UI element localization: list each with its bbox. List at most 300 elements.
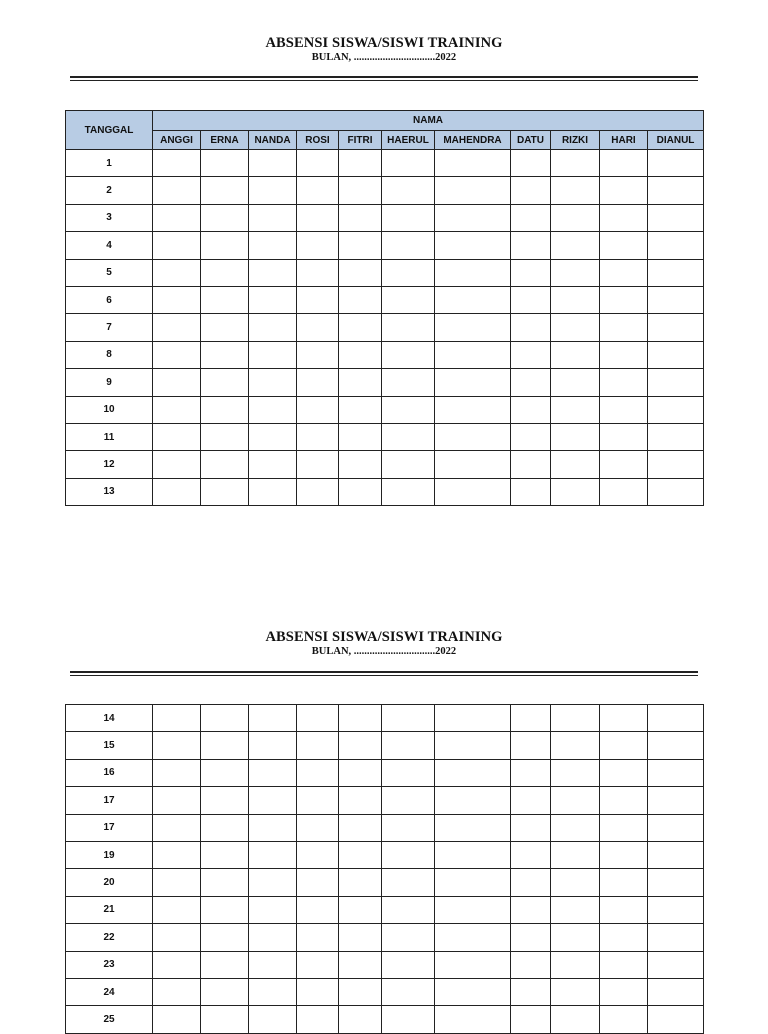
attendance-cell[interactable] [201, 869, 249, 896]
attendance-cell[interactable] [153, 924, 201, 951]
attendance-cell[interactable] [153, 869, 201, 896]
attendance-cell[interactable] [551, 814, 600, 841]
attendance-cell[interactable] [297, 1006, 339, 1033]
attendance-cell[interactable] [648, 841, 704, 868]
attendance-cell[interactable] [600, 924, 648, 951]
attendance-cell[interactable] [648, 1006, 704, 1033]
attendance-cell[interactable] [600, 232, 648, 259]
attendance-cell[interactable] [511, 1006, 551, 1033]
date-cell: 4 [66, 232, 153, 259]
attendance-cell[interactable] [551, 232, 600, 259]
attendance-cell[interactable] [249, 314, 297, 341]
name-header-fitri: FITRI [339, 131, 382, 150]
attendance-cell[interactable] [435, 814, 511, 841]
attendance-cell[interactable] [382, 478, 435, 505]
attendance-cell[interactable] [153, 396, 201, 423]
attendance-cell[interactable] [511, 369, 551, 396]
date-cell: 9 [66, 369, 153, 396]
attendance-cell[interactable] [600, 286, 648, 313]
attendance-cell[interactable] [297, 369, 339, 396]
attendance-cell[interactable] [339, 787, 382, 814]
title-divider [70, 76, 698, 81]
attendance-cell[interactable] [153, 759, 201, 786]
attendance-cell[interactable] [249, 396, 297, 423]
attendance-cell[interactable] [339, 286, 382, 313]
attendance-cell[interactable] [297, 232, 339, 259]
attendance-cell[interactable] [297, 759, 339, 786]
attendance-cell[interactable] [511, 841, 551, 868]
attendance-cell[interactable] [600, 841, 648, 868]
attendance-cell[interactable] [551, 369, 600, 396]
table-row [66, 732, 704, 759]
attendance-cell[interactable] [297, 841, 339, 868]
attendance-cell[interactable] [382, 814, 435, 841]
attendance-cell[interactable] [551, 1006, 600, 1033]
attendance-cell[interactable] [648, 369, 704, 396]
attendance-cell[interactable] [551, 150, 600, 177]
attendance-cell[interactable] [382, 232, 435, 259]
attendance-cell[interactable] [551, 423, 600, 450]
attendance-cell[interactable] [153, 314, 201, 341]
table-row [66, 177, 704, 204]
attendance-cell[interactable] [153, 787, 201, 814]
attendance-cell[interactable] [435, 841, 511, 868]
attendance-cell[interactable] [297, 314, 339, 341]
attendance-cell[interactable] [339, 369, 382, 396]
attendance-cell[interactable] [551, 314, 600, 341]
attendance-cell[interactable] [249, 204, 297, 231]
attendance-cell[interactable] [297, 732, 339, 759]
attendance-cell[interactable] [551, 286, 600, 313]
attendance-cell[interactable] [382, 705, 435, 732]
attendance-cell[interactable] [511, 204, 551, 231]
attendance-cell[interactable] [600, 814, 648, 841]
attendance-cell[interactable] [648, 204, 704, 231]
attendance-cell[interactable] [297, 924, 339, 951]
attendance-cell[interactable] [201, 478, 249, 505]
attendance-cell[interactable] [339, 896, 382, 923]
attendance-cell[interactable] [201, 1006, 249, 1033]
attendance-cell[interactable] [600, 259, 648, 286]
attendance-cell[interactable] [297, 177, 339, 204]
attendance-cell[interactable] [435, 759, 511, 786]
attendance-cell[interactable] [249, 814, 297, 841]
attendance-cell[interactable] [382, 369, 435, 396]
attendance-cell[interactable] [153, 259, 201, 286]
attendance-cell[interactable] [511, 423, 551, 450]
attendance-cell[interactable] [382, 396, 435, 423]
attendance-cell[interactable] [249, 896, 297, 923]
attendance-cell[interactable] [551, 204, 600, 231]
attendance-cell[interactable] [600, 341, 648, 368]
attendance-cell[interactable] [382, 951, 435, 978]
date-cell: 8 [66, 341, 153, 368]
name-header-mahendra: MAHENDRA [435, 131, 511, 150]
attendance-cell[interactable] [201, 286, 249, 313]
attendance-cell[interactable] [249, 732, 297, 759]
table-row [66, 896, 704, 923]
attendance-cell[interactable] [382, 451, 435, 478]
attendance-cell[interactable] [511, 451, 551, 478]
attendance-cell[interactable] [511, 286, 551, 313]
attendance-cell[interactable] [297, 396, 339, 423]
attendance-cell[interactable] [297, 259, 339, 286]
attendance-cell[interactable] [201, 759, 249, 786]
attendance-cell[interactable] [511, 177, 551, 204]
attendance-cell[interactable] [600, 150, 648, 177]
attendance-cell[interactable] [435, 924, 511, 951]
attendance-cell[interactable] [551, 259, 600, 286]
attendance-cell[interactable] [339, 759, 382, 786]
attendance-cell[interactable] [339, 314, 382, 341]
attendance-cell[interactable] [297, 814, 339, 841]
attendance-cell[interactable] [297, 951, 339, 978]
attendance-cell[interactable] [511, 259, 551, 286]
attendance-cell[interactable] [435, 951, 511, 978]
attendance-cell[interactable] [201, 232, 249, 259]
attendance-cell[interactable] [201, 204, 249, 231]
attendance-cell[interactable] [600, 896, 648, 923]
attendance-cell[interactable] [435, 150, 511, 177]
attendance-cell[interactable] [153, 732, 201, 759]
attendance-cell[interactable] [153, 232, 201, 259]
attendance-cell[interactable] [153, 814, 201, 841]
attendance-cell[interactable] [551, 951, 600, 978]
attendance-cell[interactable] [551, 705, 600, 732]
attendance-cell[interactable] [297, 423, 339, 450]
attendance-cell[interactable] [249, 705, 297, 732]
attendance-cell[interactable] [551, 787, 600, 814]
attendance-cell[interactable] [297, 787, 339, 814]
attendance-cell[interactable] [201, 732, 249, 759]
attendance-cell[interactable] [551, 451, 600, 478]
attendance-cell[interactable] [297, 341, 339, 368]
attendance-cell[interactable] [648, 232, 704, 259]
attendance-cell[interactable] [600, 732, 648, 759]
attendance-cell[interactable] [600, 396, 648, 423]
attendance-cell[interactable] [339, 814, 382, 841]
attendance-cell[interactable] [339, 259, 382, 286]
attendance-cell[interactable] [648, 759, 704, 786]
attendance-cell[interactable] [201, 978, 249, 1005]
attendance-cell[interactable] [551, 732, 600, 759]
attendance-cell[interactable] [153, 150, 201, 177]
attendance-cell[interactable] [201, 396, 249, 423]
attendance-cell[interactable] [600, 978, 648, 1005]
attendance-cell[interactable] [297, 896, 339, 923]
attendance-cell[interactable] [201, 787, 249, 814]
attendance-cell[interactable] [648, 451, 704, 478]
attendance-cell[interactable] [201, 314, 249, 341]
attendance-cell[interactable] [551, 896, 600, 923]
attendance-cell[interactable] [249, 259, 297, 286]
attendance-cell[interactable] [153, 369, 201, 396]
attendance-cell[interactable] [201, 451, 249, 478]
attendance-cell[interactable] [339, 177, 382, 204]
attendance-cell[interactable] [339, 841, 382, 868]
attendance-cell[interactable] [551, 478, 600, 505]
attendance-cell[interactable] [648, 341, 704, 368]
attendance-cell[interactable] [551, 841, 600, 868]
attendance-cell[interactable] [435, 978, 511, 1005]
attendance-cell[interactable] [600, 204, 648, 231]
attendance-cell[interactable] [339, 341, 382, 368]
attendance-cell[interactable] [382, 1006, 435, 1033]
attendance-cell[interactable] [648, 896, 704, 923]
attendance-cell[interactable] [297, 978, 339, 1005]
attendance-cell[interactable] [551, 978, 600, 1005]
attendance-cell[interactable] [600, 869, 648, 896]
attendance-cell[interactable] [600, 759, 648, 786]
attendance-cell[interactable] [382, 787, 435, 814]
attendance-cell[interactable] [153, 478, 201, 505]
attendance-cell[interactable] [511, 978, 551, 1005]
attendance-cell[interactable] [648, 869, 704, 896]
attendance-cell[interactable] [648, 951, 704, 978]
table-row [66, 787, 704, 814]
attendance-cell[interactable] [249, 341, 297, 368]
attendance-cell[interactable] [600, 951, 648, 978]
attendance-cell[interactable] [648, 396, 704, 423]
attendance-cell[interactable] [201, 841, 249, 868]
attendance-cell[interactable] [551, 396, 600, 423]
attendance-cell[interactable] [435, 896, 511, 923]
attendance-cell[interactable] [339, 423, 382, 450]
attendance-cell[interactable] [249, 978, 297, 1005]
attendance-cell[interactable] [339, 451, 382, 478]
attendance-cell[interactable] [435, 204, 511, 231]
attendance-cell[interactable] [249, 869, 297, 896]
attendance-cell[interactable] [382, 314, 435, 341]
attendance-cell[interactable] [511, 341, 551, 368]
attendance-cell[interactable] [153, 951, 201, 978]
attendance-cell[interactable] [511, 869, 551, 896]
attendance-cell[interactable] [201, 705, 249, 732]
attendance-cell[interactable] [435, 341, 511, 368]
attendance-cell[interactable] [435, 1006, 511, 1033]
attendance-cell[interactable] [511, 787, 551, 814]
name-header-hari: HARI [600, 131, 648, 150]
attendance-cell[interactable] [511, 705, 551, 732]
attendance-cell[interactable] [249, 232, 297, 259]
attendance-cell[interactable] [153, 705, 201, 732]
attendance-cell[interactable] [297, 150, 339, 177]
attendance-cell[interactable] [201, 951, 249, 978]
attendance-cell[interactable] [435, 314, 511, 341]
table-row [66, 204, 704, 231]
attendance-cell[interactable] [382, 732, 435, 759]
attendance-cell[interactable] [249, 451, 297, 478]
attendance-cell[interactable] [600, 787, 648, 814]
attendance-cell[interactable] [382, 841, 435, 868]
attendance-cell[interactable] [153, 451, 201, 478]
attendance-cell[interactable] [551, 177, 600, 204]
attendance-cell[interactable] [339, 978, 382, 1005]
attendance-cell[interactable] [435, 705, 511, 732]
attendance-cell[interactable] [249, 177, 297, 204]
attendance-cell[interactable] [382, 869, 435, 896]
attendance-cell[interactable] [648, 314, 704, 341]
attendance-cell[interactable] [511, 759, 551, 786]
attendance-cell[interactable] [201, 177, 249, 204]
attendance-cell[interactable] [339, 396, 382, 423]
attendance-cell[interactable] [435, 732, 511, 759]
attendance-cell[interactable] [511, 924, 551, 951]
attendance-cell[interactable] [249, 286, 297, 313]
attendance-cell[interactable] [551, 759, 600, 786]
attendance-cell[interactable] [201, 369, 249, 396]
attendance-cell[interactable] [382, 150, 435, 177]
attendance-cell[interactable] [249, 1006, 297, 1033]
date-cell: 16 [66, 759, 153, 786]
attendance-cell[interactable] [153, 423, 201, 450]
attendance-cell[interactable] [249, 150, 297, 177]
attendance-cell[interactable] [382, 177, 435, 204]
attendance-cell[interactable] [153, 978, 201, 1005]
attendance-cell[interactable] [382, 204, 435, 231]
attendance-cell[interactable] [511, 478, 551, 505]
attendance-cell[interactable] [339, 478, 382, 505]
attendance-cell[interactable] [297, 451, 339, 478]
attendance-cell[interactable] [435, 451, 511, 478]
attendance-cell[interactable] [382, 759, 435, 786]
attendance-cell[interactable] [249, 478, 297, 505]
attendance-cell[interactable] [153, 204, 201, 231]
month-subtitle: BULAN, ...............................2022 [311, 52, 457, 63]
attendance-cell[interactable] [382, 978, 435, 1005]
attendance-cell[interactable] [600, 314, 648, 341]
attendance-cell[interactable] [648, 705, 704, 732]
attendance-cell[interactable] [648, 423, 704, 450]
attendance-cell[interactable] [339, 204, 382, 231]
attendance-cell[interactable] [600, 369, 648, 396]
attendance-cell[interactable] [249, 423, 297, 450]
date-cell: 25 [66, 1006, 153, 1033]
attendance-cell[interactable] [153, 841, 201, 868]
attendance-cell[interactable] [201, 423, 249, 450]
attendance-cell[interactable] [201, 814, 249, 841]
attendance-cell[interactable] [648, 478, 704, 505]
attendance-cell[interactable] [435, 869, 511, 896]
attendance-cell[interactable] [551, 924, 600, 951]
attendance-cell[interactable] [435, 232, 511, 259]
attendance-cell[interactable] [382, 259, 435, 286]
attendance-cell[interactable] [297, 869, 339, 896]
attendance-cell[interactable] [249, 369, 297, 396]
attendance-cell[interactable] [249, 924, 297, 951]
document-title: ABSENSI SISWA/SISWI TRAINING [265, 629, 503, 645]
attendance-cell[interactable] [249, 951, 297, 978]
attendance-cell[interactable] [511, 232, 551, 259]
attendance-cell[interactable] [153, 896, 201, 923]
name-header-rizki: RIZKI [551, 131, 600, 150]
attendance-cell[interactable] [511, 396, 551, 423]
attendance-cell[interactable] [600, 451, 648, 478]
attendance-cell[interactable] [339, 232, 382, 259]
attendance-cell[interactable] [297, 705, 339, 732]
attendance-cell[interactable] [648, 150, 704, 177]
attendance-cell[interactable] [382, 423, 435, 450]
attendance-cell[interactable] [153, 1006, 201, 1033]
attendance-cell[interactable] [382, 896, 435, 923]
attendance-cell[interactable] [153, 341, 201, 368]
attendance-cell[interactable] [648, 787, 704, 814]
attendance-cell[interactable] [435, 423, 511, 450]
document-title: ABSENSI SISWA/SISWI TRAINING [265, 35, 503, 51]
attendance-cell[interactable] [600, 478, 648, 505]
attendance-cell[interactable] [648, 732, 704, 759]
date-cell: 20 [66, 869, 153, 896]
attendance-cell[interactable] [339, 732, 382, 759]
date-cell: 17 [66, 787, 153, 814]
attendance-cell[interactable] [600, 705, 648, 732]
attendance-cell[interactable] [297, 286, 339, 313]
attendance-cell[interactable] [249, 787, 297, 814]
attendance-cell[interactable] [600, 177, 648, 204]
attendance-cell[interactable] [551, 869, 600, 896]
attendance-cell[interactable] [435, 286, 511, 313]
attendance-cell[interactable] [435, 478, 511, 505]
attendance-cell[interactable] [339, 869, 382, 896]
attendance-cell[interactable] [648, 978, 704, 1005]
attendance-cell[interactable] [201, 896, 249, 923]
attendance-cell[interactable] [648, 814, 704, 841]
name-header-rosi: ROSI [297, 131, 339, 150]
attendance-cell[interactable] [648, 924, 704, 951]
attendance-cell[interactable] [600, 1006, 648, 1033]
attendance-cell[interactable] [511, 314, 551, 341]
date-cell: 24 [66, 978, 153, 1005]
table-row [66, 759, 704, 786]
attendance-cell[interactable] [511, 896, 551, 923]
attendance-cell[interactable] [382, 341, 435, 368]
attendance-cell[interactable] [201, 259, 249, 286]
attendance-cell[interactable] [249, 841, 297, 868]
attendance-cell[interactable] [339, 705, 382, 732]
attendance-cell[interactable] [297, 204, 339, 231]
attendance-cell[interactable] [435, 259, 511, 286]
attendance-cell[interactable] [201, 150, 249, 177]
table-row [66, 451, 704, 478]
attendance-cell[interactable] [297, 478, 339, 505]
attendance-cell[interactable] [600, 423, 648, 450]
attendance-cell[interactable] [153, 286, 201, 313]
attendance-cell[interactable] [153, 177, 201, 204]
attendance-cell[interactable] [435, 396, 511, 423]
attendance-cell[interactable] [551, 341, 600, 368]
attendance-cell[interactable] [339, 150, 382, 177]
attendance-cell[interactable] [511, 732, 551, 759]
attendance-cell[interactable] [648, 177, 704, 204]
attendance-cell[interactable] [511, 150, 551, 177]
attendance-cell[interactable] [201, 924, 249, 951]
attendance-cell[interactable] [511, 814, 551, 841]
attendance-cell[interactable] [511, 951, 551, 978]
attendance-cell[interactable] [382, 286, 435, 313]
attendance-cell[interactable] [382, 924, 435, 951]
attendance-cell[interactable] [435, 787, 511, 814]
attendance-cell[interactable] [435, 177, 511, 204]
attendance-cell[interactable] [339, 924, 382, 951]
date-cell: 17 [66, 814, 153, 841]
attendance-cell[interactable] [648, 286, 704, 313]
attendance-cell[interactable] [339, 1006, 382, 1033]
attendance-cell[interactable] [648, 259, 704, 286]
attendance-cell[interactable] [249, 759, 297, 786]
attendance-cell[interactable] [435, 369, 511, 396]
attendance-cell[interactable] [201, 341, 249, 368]
attendance-cell[interactable] [339, 951, 382, 978]
